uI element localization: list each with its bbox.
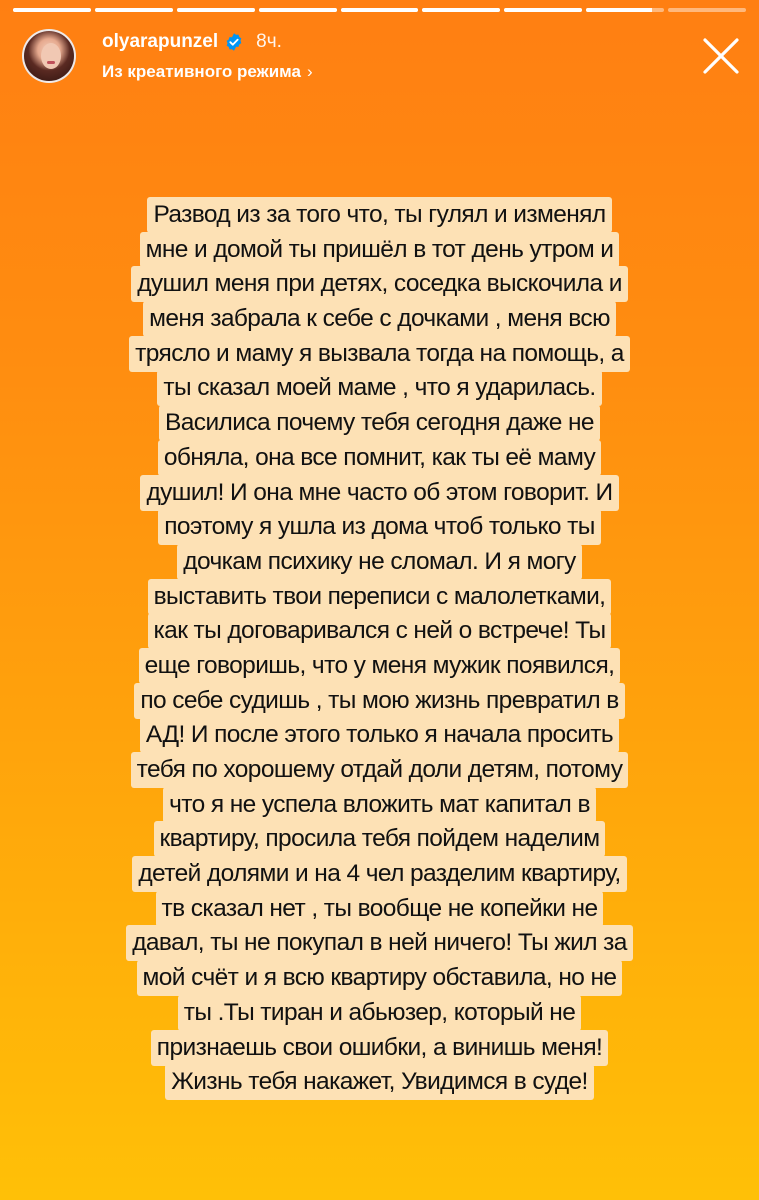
story-line: душил! И она мне часто об этом говорит. И [140, 475, 618, 511]
story-line: ты .Ты тиран и абьюзер, который не [178, 995, 582, 1031]
progress-segment [504, 8, 582, 12]
story-line: ты сказал моей маме , что я ударилась. [157, 370, 601, 406]
story-line: тв сказал нет , ты вообще не копейки не [156, 891, 604, 927]
progress-segment-fill [586, 8, 652, 12]
story-line: мой счёт и я всю квартиру обставила, но не [137, 960, 623, 996]
story-line-row [20, 960, 739, 995]
story-line-row [20, 1030, 739, 1065]
avatar[interactable] [22, 29, 76, 83]
verified-badge-icon [224, 32, 244, 52]
story-line: душил меня при детях, соседка выскочила и [131, 266, 628, 302]
story-line-row [20, 821, 739, 856]
story-line-row [20, 856, 739, 891]
progress-segment-fill [341, 8, 419, 12]
story-line-row [20, 232, 739, 267]
story-line: признаешь свои ошибки, а винишь меня! [151, 1030, 608, 1066]
progress-segment [259, 8, 337, 12]
story-header [22, 27, 745, 87]
story-line-row [20, 370, 739, 405]
story-line-row [20, 925, 739, 960]
progress-segment-fill [259, 8, 337, 12]
story-line: тебя по хорошему отдай доли детям, потому [131, 752, 629, 788]
story-line: Василиса почему тебя сегодня даже не [159, 405, 600, 441]
story-line-row [20, 301, 739, 336]
story-line: поэтому я ушла из дома чтоб только ты [158, 509, 601, 545]
progress-segment [341, 8, 419, 12]
story-line-row [20, 787, 739, 822]
story-line: как ты договаривался с ней о встрече! Ты [148, 613, 612, 649]
story-line-row [20, 475, 739, 510]
progress-segment [668, 8, 746, 12]
avatar-face [41, 43, 61, 69]
story-line-row [20, 544, 739, 579]
story-line-row [20, 648, 739, 683]
story-line: выставить твои переписи с малолетками, [148, 579, 612, 615]
progress-segment-fill [504, 8, 582, 12]
story-line-row [20, 197, 739, 232]
progress-segment [95, 8, 173, 12]
progress-segment-fill [13, 8, 91, 12]
progress-segment [422, 8, 500, 12]
progress-segment [177, 8, 255, 12]
post-time: 8ч. [256, 31, 282, 52]
story-line-row [20, 405, 739, 440]
story-line-row [20, 752, 739, 787]
story-line-row [20, 717, 739, 752]
story-line-row [20, 336, 739, 371]
username-row [102, 31, 282, 53]
story-line-row [20, 683, 739, 718]
story-line: еще говоришь, что у меня мужик появился, [139, 648, 621, 684]
chevron-right-icon: › [306, 62, 313, 81]
progress-segment-fill [422, 8, 500, 12]
story-line-row [20, 1064, 739, 1099]
story-progress-bar [13, 8, 746, 12]
close-button[interactable] [697, 32, 745, 80]
story-line: квартиру, просила тебя пойдем наделим [154, 821, 606, 857]
story-line: мне и домой ты пришёл в тот день утром и [140, 232, 620, 268]
progress-segment-fill [95, 8, 173, 12]
story-line: трясло и маму я вызвала тогда на помощь, а [129, 336, 630, 372]
story-line-row [20, 509, 739, 544]
story-line: меня забрала к себе с дочками , меня всю [143, 301, 616, 337]
story-text-block [20, 197, 739, 1099]
story-line: АД! И после этого только я начала просить [140, 717, 619, 753]
story-line-row [20, 266, 739, 301]
story-line-row [20, 891, 739, 926]
story-line: давал, ты не покупал в ней ничего! Ты жил за [126, 925, 633, 961]
story-line-row [20, 579, 739, 614]
story-line: обняла, она все помнит, как ты её маму [158, 440, 601, 476]
story-line: Развод из за того что, ты гулял и изменял [147, 197, 611, 233]
story-line-row [20, 440, 739, 475]
progress-segment-fill [177, 8, 255, 12]
subtitle-label: Из креативного режима [102, 62, 301, 81]
story-line: Жизнь тебя накажет, Увидимся в суде! [165, 1064, 594, 1100]
story-line: дочкам психику не сломал. И я могу [177, 544, 581, 580]
story-line-row [20, 995, 739, 1030]
story-line-row [20, 613, 739, 648]
story-line: по себе судишь , ты мою жизнь превратил в [134, 683, 624, 719]
story-line: что я не успела вложить мат капитал в [163, 787, 596, 823]
close-icon [701, 36, 741, 76]
creative-mode-link[interactable] [102, 62, 313, 82]
progress-segment [586, 8, 664, 12]
story-line: детей долями и на 4 чел разделим квартиру, [132, 856, 626, 892]
avatar-lips [47, 61, 55, 64]
progress-segment [13, 8, 91, 12]
username[interactable]: olyarapunzel [102, 31, 219, 52]
